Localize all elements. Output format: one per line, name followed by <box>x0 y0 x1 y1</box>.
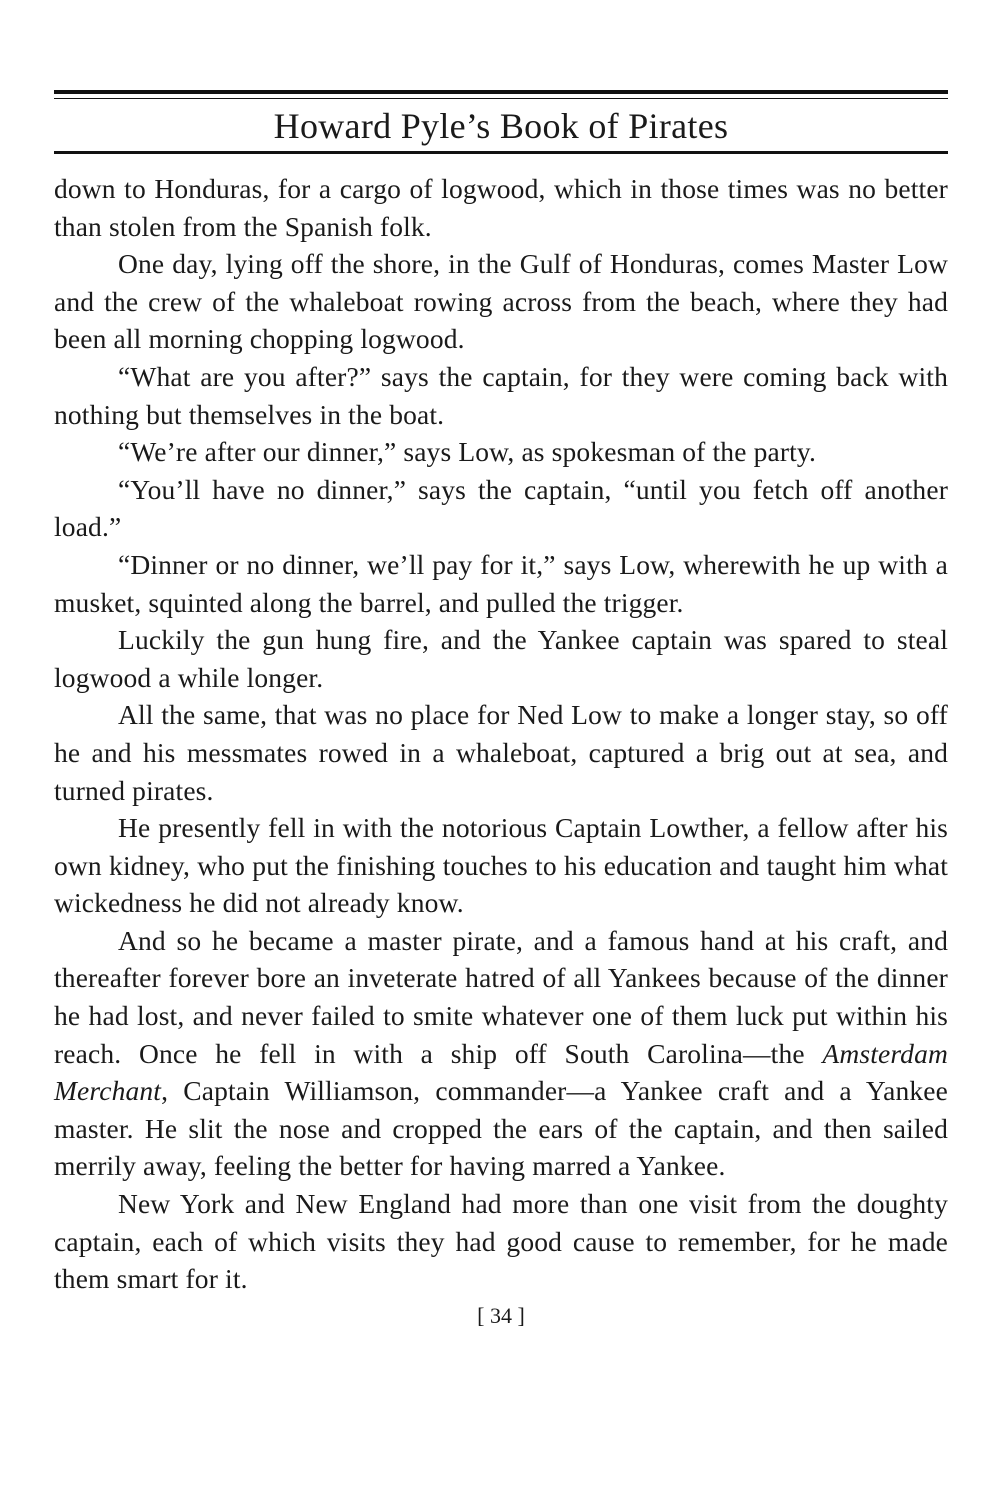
paragraph-10-text-a: And so he became a master pirate, and a famous hand at his craft, and thereafter forever bore an inveterate hatred of all Yankees because of the dinner he had lost, and never failed to smite whatever one of them luck put within his reach. Once he fell in with a ship off South Carolina—the <box>54 924 948 1069</box>
paragraph-7: Luckily the gun hung fire, and the Yankee captain was spared to steal logwood a while longer. <box>54 624 948 693</box>
paragraph-5: “You’ll have no dinner,” says the captain, “until you fetch off another load.” <box>54 473 948 543</box>
paragraph-3: “What are you after?” says the captain, for they were coming back with nothing but themselves in the boat. <box>54 360 948 430</box>
page-number: [ 34 ] <box>477 1302 525 1328</box>
body-text <box>54 170 948 1298</box>
header-rule-second <box>54 98 948 99</box>
paragraph-10 <box>54 922 948 1185</box>
paragraph-11: New York and New England had more than one visit from the doughty captain, each of which visits they had good cause to remember, for he made them smart for it. <box>54 1188 948 1295</box>
paragraph-1: down to Honduras, for a cargo of logwood, which in those times was no better than stolen from the Spanish folk. <box>54 173 948 242</box>
paragraph-4: “We’re after our dinner,” says Low, as spokesman of the party. <box>118 436 817 468</box>
paragraph-8: All the same, that was no place for Ned Low to make a longer stay, so off he and his messmates rowed in a whaleboat, captured a brig out at sea, and turned pirates. <box>54 699 948 806</box>
header-rule-bottom <box>54 151 948 154</box>
paragraph-10-text-b: , Captain Williamson, commander—a Yankee craft and a Yankee master. He slit the nose and cropped the ears of the captain, and then sailed merrily away, feeling the better for having marred a Yankee. <box>54 1075 948 1182</box>
paragraph-6: “Dinner or no dinner, we’ll pay for it,” says Low, wherewith he up with a musket, squinted along the barrel, and pulled the trigger. <box>54 548 948 618</box>
ship-name: Amsterdam Merchant <box>54 1037 948 1107</box>
book-page <box>54 90 948 1330</box>
paragraph-2: One day, lying off the shore, in the Gulf of Honduras, comes Master Low and the crew of the whaleboat rowing across from the beach, where they had been all morning chopping logwood. <box>54 248 948 355</box>
paragraph-9: He presently fell in with the notorious Captain Lowther, a fellow after his own kidney, who put the finishing touches to his education and taught him what wickedness he did not already know. <box>54 812 948 919</box>
running-title: Howard Pyle’s Book of Pirates <box>273 106 729 146</box>
header-rule-top <box>54 90 948 94</box>
